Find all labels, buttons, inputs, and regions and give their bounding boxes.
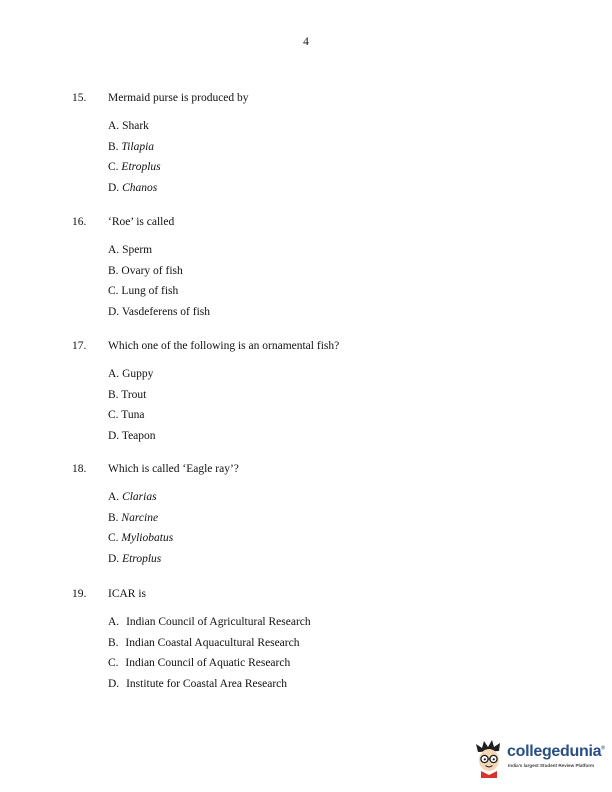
option-letter: D. <box>108 430 120 443</box>
option-c <box>108 531 173 552</box>
option-letter: A. <box>108 120 120 132</box>
option-text: Indian Coastal Aquacultural Research <box>125 636 300 649</box>
option-letter: C. <box>108 285 119 298</box>
option-d <box>108 305 210 326</box>
student-mascot-icon <box>472 738 506 778</box>
option-list <box>108 490 173 573</box>
option-a <box>108 615 311 636</box>
option-a <box>108 243 210 264</box>
option-a <box>108 119 161 140</box>
option-letter: A. <box>108 244 120 256</box>
option-text: Shark <box>122 120 149 132</box>
question-text: Which is called ‘Eagle ray’? <box>108 463 239 475</box>
question-text: Which one of the following is an ornamental fish? <box>108 340 340 352</box>
option-text: Etroplus <box>122 553 162 566</box>
option-d <box>108 429 156 450</box>
option-text: Tilapia <box>121 140 155 153</box>
option-b <box>108 511 173 532</box>
option-list <box>108 615 311 698</box>
option-text: Vasdeferens of fish <box>121 306 210 319</box>
option-letter: A. <box>108 616 120 628</box>
question-text: ICAR is <box>108 588 147 600</box>
collegedunia-logo <box>472 738 604 778</box>
option-text: Myliobatus <box>121 532 174 545</box>
option-text: Chanos <box>122 182 158 195</box>
option-b <box>108 140 161 161</box>
option-b <box>108 388 156 409</box>
option-letter: D. <box>108 678 120 691</box>
option-text: Narcine <box>121 511 159 524</box>
option-letter: D. <box>108 306 120 319</box>
option-list <box>108 243 210 326</box>
option-letter: A. <box>108 368 120 380</box>
option-a <box>108 490 173 511</box>
option-text: Ovary of fish <box>121 264 183 277</box>
question-number: 19. <box>72 588 87 600</box>
option-list <box>108 367 156 450</box>
option-letter: B. <box>108 264 119 277</box>
option-letter: C. <box>108 657 119 670</box>
option-text: Tuna <box>121 409 145 422</box>
page-number: 4 <box>303 36 309 48</box>
option-c <box>108 656 311 677</box>
option-text: Clarias <box>122 491 157 503</box>
option-d <box>108 552 173 573</box>
option-d <box>108 181 161 202</box>
option-letter: B. <box>108 636 119 649</box>
option-letter: A. <box>108 491 120 503</box>
option-text: Trout <box>121 388 147 401</box>
option-c <box>108 408 156 429</box>
option-c <box>108 284 210 305</box>
question-text: ‘Roe’ is called <box>108 216 175 228</box>
option-letter: D. <box>108 182 120 195</box>
question-number: 16. <box>72 216 87 228</box>
option-list <box>108 119 161 202</box>
logo-name: collegedunia® <box>507 743 605 760</box>
option-letter: C. <box>108 409 119 422</box>
option-b <box>108 264 210 285</box>
option-text: Indian Council of Agricultural Research <box>126 616 311 628</box>
option-text: Institute for Coastal Area Research <box>126 678 288 691</box>
option-b <box>108 636 311 657</box>
question-number: 15. <box>72 92 87 104</box>
option-a <box>108 367 156 388</box>
option-text: Guppy <box>122 368 154 380</box>
option-letter: D. <box>108 553 120 566</box>
option-text: Indian Council of Aquatic Research <box>125 657 291 670</box>
logo-tagline: India's largest Student Review Platform <box>508 763 595 768</box>
option-letter: B. <box>108 388 119 401</box>
question-number: 18. <box>72 463 87 475</box>
option-letter: B. <box>108 140 119 153</box>
option-text: Teapon <box>121 430 156 443</box>
question-number: 17. <box>72 340 87 352</box>
option-letter: B. <box>108 511 119 524</box>
option-letter: C. <box>108 161 119 174</box>
option-text: Sperm <box>122 244 153 256</box>
option-text: Etroplus <box>121 161 161 174</box>
option-text: Lung of fish <box>121 285 179 298</box>
option-c <box>108 160 161 181</box>
question-text: Mermaid purse is produced by <box>108 92 249 104</box>
option-letter: C. <box>108 532 119 545</box>
option-d <box>108 677 311 698</box>
